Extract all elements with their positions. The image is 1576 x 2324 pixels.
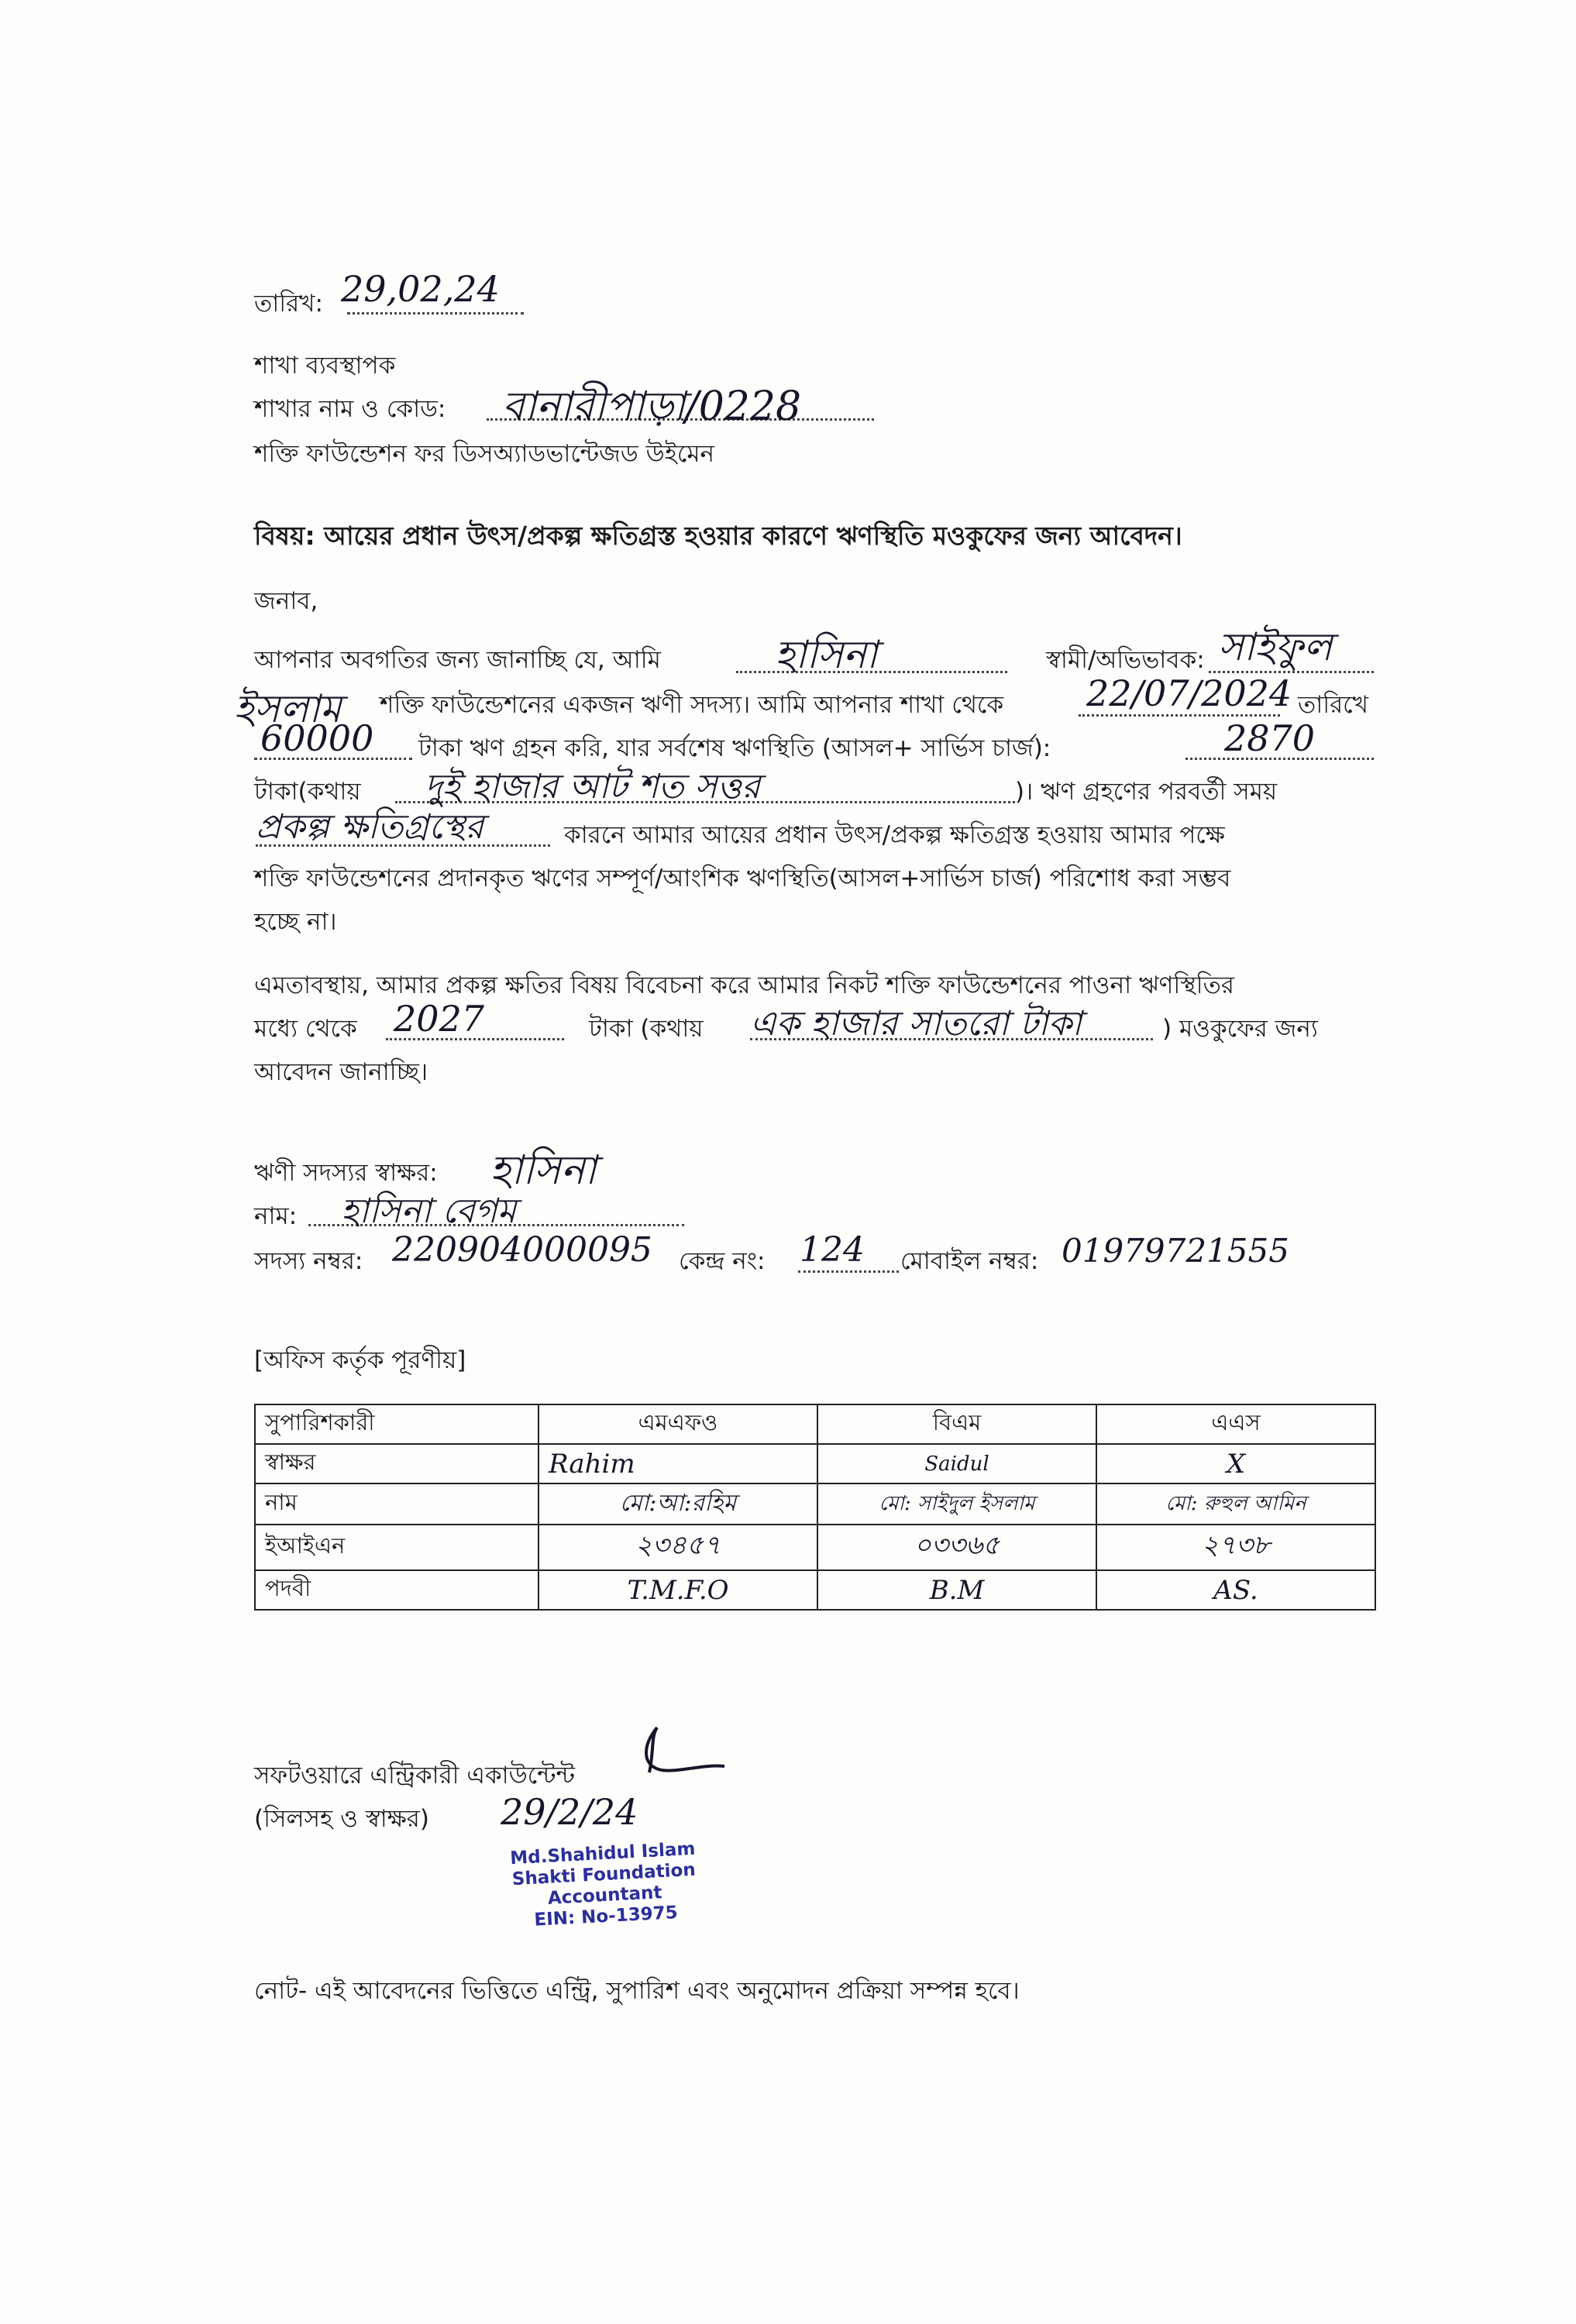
p1-loan-text: টাকা ঋণ গ্রহন করি, যার সর্বশেষ ঋণস্থিতি (আসল+ সার্ভিস চার্জ): [418, 734, 1051, 762]
p2-tail: ) মওকুফের জন্য [1162, 1015, 1318, 1043]
table-row-name [255, 1483, 1375, 1525]
cause-underline [256, 844, 550, 847]
accountant-signature-mark [628, 1721, 728, 1791]
addressee-line: শাখা ব্যবস্থাপক [254, 352, 396, 380]
row-label-designation: পদবী [255, 1570, 539, 1610]
mobile-number: 01979721555 [1062, 1232, 1289, 1270]
mfo-name: মো:আ:রহিম [539, 1483, 817, 1525]
accountant-line-2: (সিলসহ ও স্বাক্ষর) [254, 1805, 429, 1833]
as-ein: ২৭৩৮ [1096, 1525, 1375, 1570]
branch-label: শাখার নাম ও কোড: [254, 395, 446, 423]
seal-line-2: Shakti Foundation [511, 1859, 697, 1890]
p1-intro: আপনার অবগতির জন্য জানাচ্ছি যে, আমি [254, 646, 661, 674]
accountant-seal [501, 1838, 707, 1932]
table-row-designation [255, 1570, 1375, 1610]
salutation: জনাব, [254, 587, 318, 615]
member-name: হাসিনা বেগম [341, 1191, 517, 1231]
p1-words-label: টাকা(কথায় [254, 778, 361, 806]
p1-date-suffix: তারিখে [1298, 691, 1368, 719]
balance-words: দুই হাজার আট শত সত্তর [425, 767, 761, 806]
date-underline [347, 312, 524, 315]
guardian-label: স্বামী/অভিভাবক: [1046, 646, 1205, 674]
loan-date: 22/07/2024 [1086, 672, 1292, 714]
bm-name: মো: সাইদুল ইসলাম [817, 1483, 1096, 1525]
office-heading: [অফিস কর্তৃক পূরণীয়] [254, 1346, 466, 1374]
cause: প্রকল্প ক্ষতিগ্রস্থের [256, 807, 484, 847]
waiver-amount: 2027 [394, 998, 485, 1040]
mobile-label: মোবাইল নম্বর: [900, 1247, 1039, 1275]
member-id-label: সদস্য নম্বর: [254, 1247, 363, 1275]
center-number: 124 [800, 1230, 865, 1270]
recommendation-table [254, 1404, 1376, 1611]
bm-designation: B.M [817, 1570, 1096, 1610]
mfo-designation: T.M.F.O [539, 1570, 817, 1610]
p1-member-text: শক্তি ফাউন্ডেশনের একজন ঋণী সদস্য। আমি আপনার শাখা থেকে [380, 691, 1004, 719]
as-signature: X [1096, 1444, 1375, 1483]
loan-date-underline [1079, 714, 1280, 717]
date-label: তারিখ: [254, 290, 323, 318]
p1-rest-a: কারনে আমার আয়ের প্রধান উৎস/প্রকল্প ক্ষতিগ্রস্ত হওয়ায় আমার পক্ষে [564, 821, 1225, 849]
row-label-ein: ইআইএন [255, 1525, 539, 1570]
member-sign-label: ঋণী সদস্যর স্বাক্ষর: [254, 1159, 438, 1187]
header-mfo: এমএফও [539, 1404, 817, 1444]
p2-from: মধ্যে থেকে [254, 1015, 357, 1043]
member-id: 220904000095 [392, 1230, 652, 1270]
applicant-name: হাসিনা [775, 632, 878, 677]
center-label: কেন্দ্র নং: [679, 1247, 766, 1275]
subject-line: বিষয়: আয়ের প্রধান উৎস/প্রকল্প ক্ষতিগ্রস্ত হওয়ার কারণে ঋণস্থিতি মওকুফের জন্য আবেদন। [254, 521, 1182, 551]
center-underline [798, 1270, 899, 1273]
p1-rest-c: হচ্ছে না। [254, 908, 337, 936]
mfo-ein: ২৩৪৫৭ [539, 1525, 817, 1570]
table-row-ein [255, 1525, 1375, 1570]
as-name: মো: রুহুল আমিন [1096, 1483, 1375, 1525]
header-recommender: সুপারিশকারী [255, 1404, 539, 1444]
p1-after-words: )। ঋণ গ্রহণের পরবর্তী সময় [1015, 778, 1278, 806]
bm-signature: Saidul [817, 1444, 1096, 1483]
bm-ein: ০৩৩৬৫ [817, 1525, 1096, 1570]
row-label-name: নাম [255, 1483, 539, 1525]
organization-line: শক্তি ফাউন্ডেশন ফর ডিসঅ্যাডভান্টেজড উইমেন [254, 440, 715, 468]
seal-line-3: Accountant [547, 1882, 663, 1909]
date-value: 29,02,24 [341, 268, 500, 310]
p1-rest-b: শক্তি ফাউন্ডেশনের প্রদানকৃত ঋণের সম্পূর্ণ/আংশিক ঋণস্থিতি(আসল+সার্ভিস চার্জ) পরিশোধ করা সম্ভব [254, 865, 1231, 892]
branch-value: বানারীপাড়া/0228 [502, 383, 802, 430]
header-as: এএস [1096, 1404, 1375, 1444]
p2-end: আবেদন জানাচ্ছি। [254, 1058, 428, 1086]
p2-line-1: এমতাবস্থায়, আমার প্রকল্প ক্ষতির বিষয় বিবেচনা করে আমার নিকট শক্তি ফাউন্ডেশনের পাওনা ঋণস্থিতির [254, 971, 1234, 999]
p2-taka: টাকা (কথায় [589, 1015, 704, 1043]
guardian-name-2: ইসলাম [234, 686, 342, 731]
waiver-words: এক হাজার সাতরো টাকা [750, 1004, 1082, 1043]
table-row-signature [255, 1444, 1375, 1483]
seal-line-1: Md.Shahidul Islam [509, 1838, 696, 1869]
seal-line-4: EIN: No-13975 [533, 1903, 679, 1930]
accountant-line-1: সফটওয়ারে এন্ট্রিকারী একাউন্টেন্ট [254, 1762, 576, 1789]
balance: 2870 [1224, 717, 1316, 759]
mfo-signature: Rahim [539, 1444, 817, 1483]
as-designation: AS. [1096, 1570, 1375, 1610]
row-label-signature: স্বাক্ষর [255, 1444, 539, 1483]
member-name-label: নাম: [254, 1202, 298, 1230]
accountant-sign-date: 29/2/24 [501, 1791, 638, 1833]
header-bm: বিএম [817, 1404, 1096, 1444]
guardian-name-1: সাইফুল [1218, 624, 1333, 669]
table-header-row [255, 1404, 1375, 1444]
loan-amount: 60000 [260, 717, 374, 759]
member-signature: হাসিনা [490, 1147, 597, 1194]
footer-note: নোট- এই আবেদনের ভিত্তিতে এন্ট্রি, সুপারিশ এবং অনুমোদন প্রক্রিয়া সম্পন্ন হবে। [254, 1977, 1020, 2005]
